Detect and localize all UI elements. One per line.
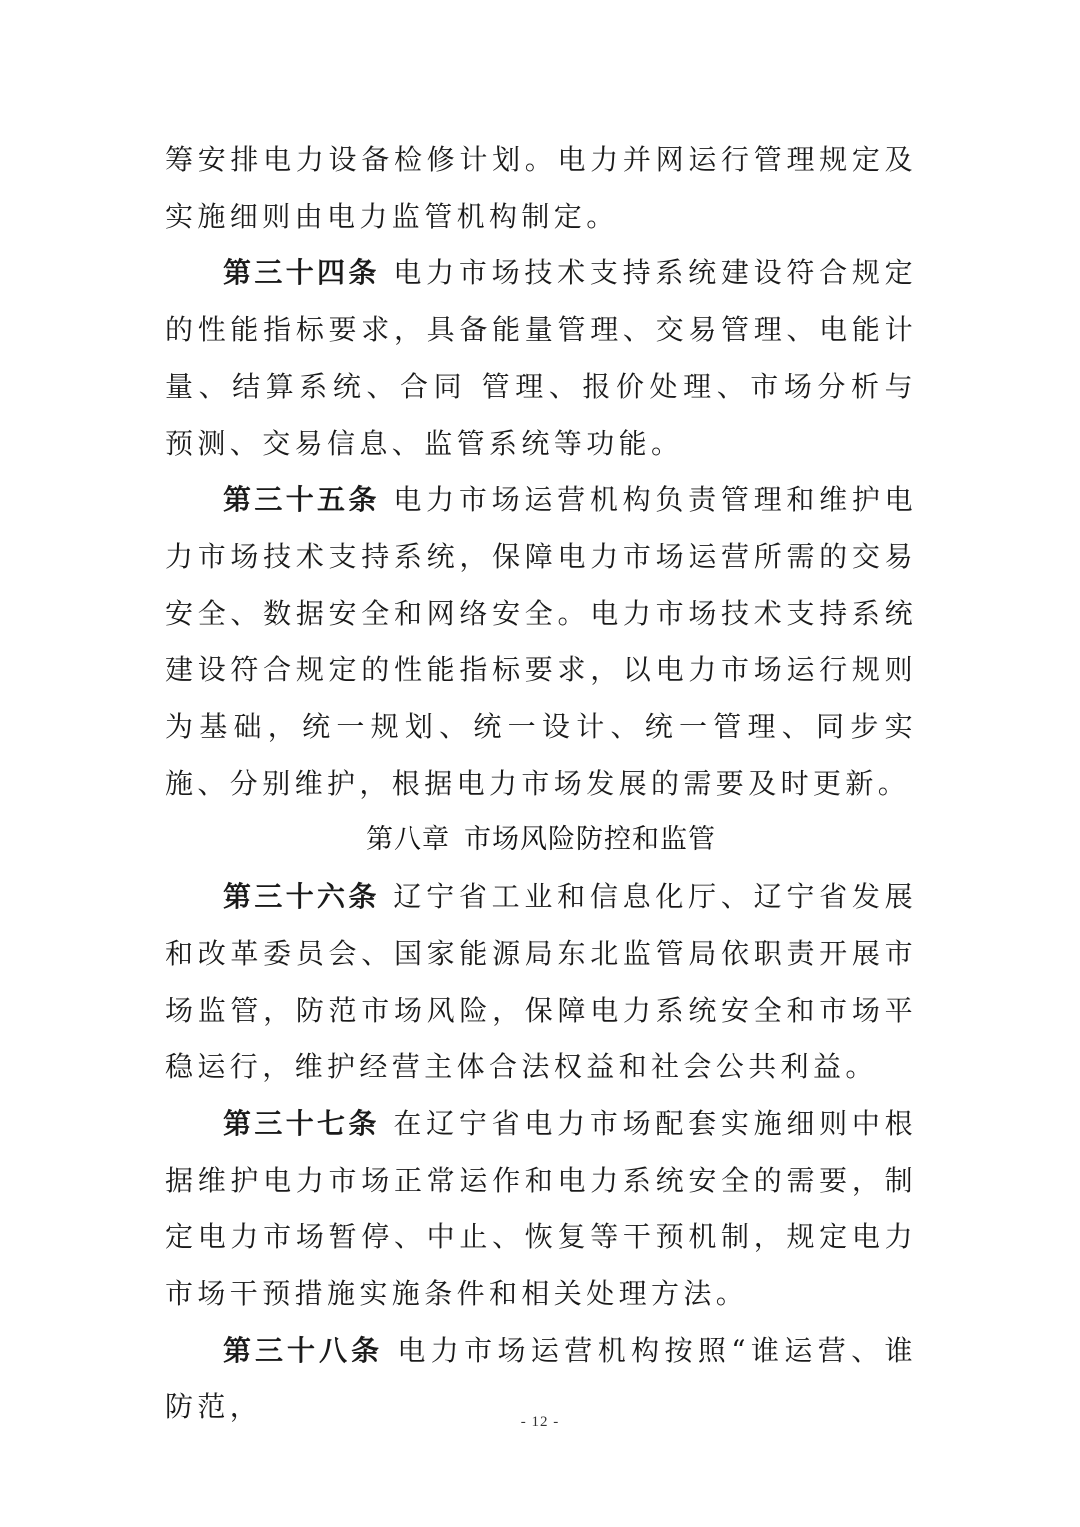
article-number: 第三十四条 [223, 256, 380, 290]
document-body [165, 132, 917, 1436]
article-number: 第三十八条 [223, 1333, 383, 1367]
paragraph-text: 筹安排电力设备检修计划。电力并网运行管理规定及实施细则由电力监管机构制定。 [165, 143, 917, 233]
article-number: 第三十六条 [223, 880, 380, 914]
article-text: 电力市场技术支持系统建设符合规定的性能指标要求，具备能量管理、交易管理、电能计量、结算系统、合同 管理、报价处理、市场分析与预测、交易信息、监管系统等功能。 [165, 256, 917, 460]
article-37 [165, 1096, 917, 1323]
article-35 [165, 472, 917, 812]
article-text: 辽宁省工业和信息化厅、辽宁省发展和改革委员会、国家能源局东北监管局依职责开展市场监管，防范市场风险，保障电力系统安全和市场平稳运行，维护经营主体合法权益和社会公共利益。 [165, 880, 917, 1084]
article-number: 第三十七条 [223, 1106, 380, 1140]
article-number: 第三十五条 [223, 483, 380, 517]
article-text: 电力市场运营机构负责管理和维护电力市场技术支持系统，保障电力市场运营所需的交易安全、数据安全和网络安全。电力市场技术支持系统建设符合规定的性能指标要求，以电力市场运行规则为基础，统一规划、统一设计、统一管理、同步实施、分别维护，根据电力市场发展的需要及时更新。 [165, 483, 917, 800]
article-36 [165, 869, 917, 1096]
chapter-heading [165, 812, 917, 869]
article-34 [165, 245, 917, 472]
page-number: - 12 - [520, 1414, 560, 1430]
paragraph-continued [165, 132, 917, 245]
chapter-number: 第八章 [366, 824, 450, 856]
article-text: 电力市场运营机构按照“谁运营、谁防范， [165, 1333, 917, 1424]
article-text: 在辽宁省电力市场配套实施细则中根据维护电力市场正常运作和电力系统安全的需要，制定电力市场暂停、中止、恢复等干预机制，规定电力市场干预措施实施条件和相关处理方法。 [165, 1106, 917, 1311]
chapter-title: 市场风险防控和监管 [464, 824, 716, 856]
